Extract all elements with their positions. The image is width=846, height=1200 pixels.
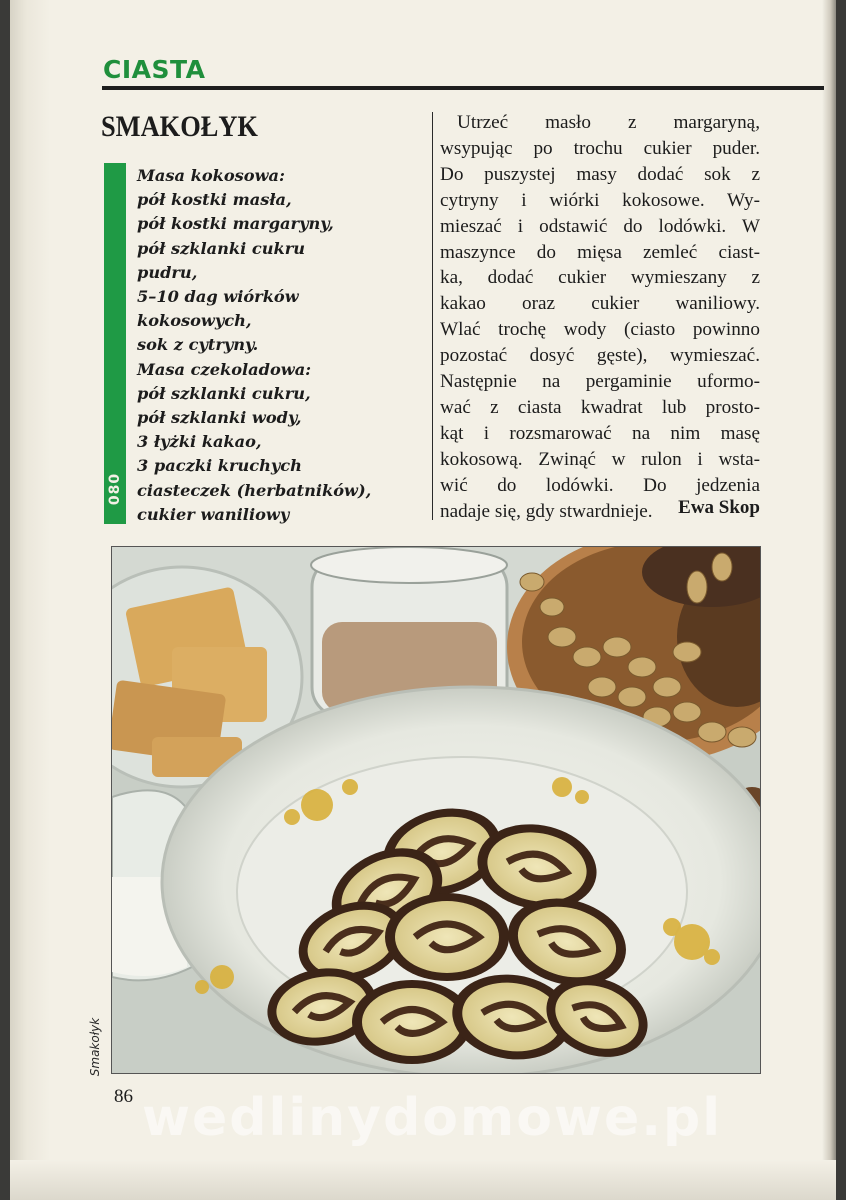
recipe-author: Ewa Skop [678,497,760,518]
ingredient-line: pół kostki margaryny, [137,214,334,234]
instruction-line: wsypując po trochu cukier puder. [440,137,760,159]
instruction-line: Utrzeć masło z margaryną, [457,112,760,133]
ingredient-line: 5–10 dag wiórków [137,287,299,307]
recipe-number [104,458,126,520]
recipe-photo [111,546,761,1074]
ingredient-line: 3 paczki kruchych [137,456,302,476]
side-label-text: Smakołyk [88,1017,103,1077]
instruction-line: nadaje się, gdy stwardnieje. [440,500,653,522]
ingredient-line: pół kostki masła, [137,190,292,210]
instruction-line: cytryny i wiórki kokosowe. Wy- [440,189,760,211]
ingredient-line: Masa kokosowa: [137,166,285,185]
instruction-line: ka, dodać cukier wymieszany z [440,267,760,289]
instruction-line: wić do lodówki. Do jedzenia [440,474,760,496]
photo-illustration [112,547,761,1074]
side-label [82,1012,108,1082]
header-rule [102,86,824,90]
page-binding-edge [10,0,50,1200]
instruction-line: pozostać dosyć gęste), wymieszać. [440,345,760,367]
ingredients-list [137,164,422,527]
recipe-number-text: 080 [107,472,124,506]
ingredient-line: pół szklanki wody, [137,408,302,428]
instruction-line: wać z ciasta kwadrat lub prosto- [440,396,760,418]
instruction-line: Do puszystej masy dodać sok z [440,163,760,185]
ingredient-line: kokosowych, [137,311,252,331]
page-number: 86 [114,1086,133,1107]
section-title: CIASTA [103,55,206,84]
watermark: wedlinydomowe.pl [141,1088,723,1148]
ingredient-line: Masa czekoladowa: [137,359,312,379]
instructions-text [440,110,760,525]
instruction-line: Wlać trochę wody (ciasto powinno [440,319,760,341]
ingredient-line: 3 łyżki kakao, [137,432,262,452]
column-separator [432,112,433,520]
ingredient-line: cukier waniliowy [137,504,290,524]
instruction-line: kakao oraz cukier waniliowy. [440,293,760,315]
instruction-line: mieszać i odstawić do lodówki. W [440,215,760,237]
ingredient-line: sok z cytryny. [137,335,259,355]
ingredient-line: ciasteczek (herbatników), [137,480,372,500]
instruction-line: maszynce do mięsa zemleć ciast- [440,241,760,263]
instruction-line: kąt i rozsmarować na nim masę [440,422,760,444]
instruction-line: kokosową. Zwinąć w rulon i wsta- [440,448,760,470]
recipe-title: SMAKOŁYK [101,110,258,143]
ingredient-line: pudru, [137,262,198,282]
page-bottom-edge [10,1160,836,1200]
ingredient-line: pół szklanki cukru, [137,383,311,403]
ingredient-line: pół szklanki cukru [137,238,306,258]
page-right-edge [822,0,836,1200]
instruction-line: Następnie na pergaminie uformo- [440,371,760,393]
